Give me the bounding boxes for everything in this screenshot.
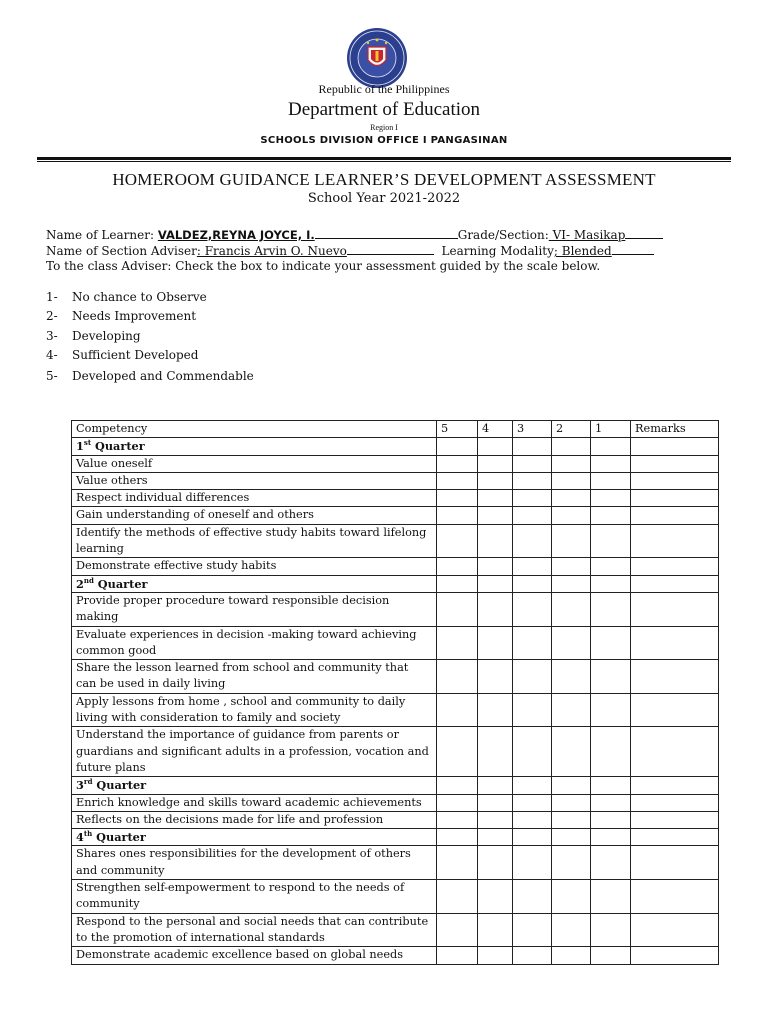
table-header-row xyxy=(72,421,719,438)
department-name: Department of Education xyxy=(287,99,481,120)
rating-checkbox[interactable] xyxy=(437,592,478,626)
learner-underline xyxy=(315,227,458,239)
rating-checkbox[interactable] xyxy=(591,880,631,914)
quarter-row xyxy=(72,829,719,846)
competency-item: Apply lessons from home , school and community to daily living with consideration to family and society xyxy=(72,693,437,727)
rating-cell[interactable] xyxy=(552,438,591,455)
quarter-row xyxy=(72,777,719,794)
rating-checkbox[interactable] xyxy=(437,626,478,660)
remarks-cell[interactable] xyxy=(631,472,719,489)
rating-checkbox[interactable] xyxy=(437,727,478,777)
rating-checkbox[interactable] xyxy=(478,626,513,660)
rating-checkbox[interactable] xyxy=(552,811,591,828)
competency-table xyxy=(71,420,719,965)
remarks-cell[interactable] xyxy=(631,507,719,524)
rating-checkbox[interactable] xyxy=(513,947,552,964)
rating-checkbox[interactable] xyxy=(552,947,591,964)
competency-item: Understand the importance of guidance from parents or guardians and significant adults in a profession, vocation and future plans xyxy=(72,727,437,777)
table-row xyxy=(72,455,719,472)
rating-checkbox[interactable] xyxy=(513,811,552,828)
rating-cell[interactable] xyxy=(437,438,478,455)
rating-checkbox[interactable] xyxy=(591,524,631,558)
scale-item: 2- Needs Improvement xyxy=(46,309,197,323)
rating-checkbox[interactable] xyxy=(513,558,552,575)
rating-checkbox[interactable] xyxy=(591,490,631,507)
remarks-cell[interactable] xyxy=(631,490,719,507)
scale-item: 1- No chance to Observe xyxy=(46,290,207,304)
adviser-label: Name of Section Adviser xyxy=(46,244,197,258)
rating-checkbox[interactable] xyxy=(513,794,552,811)
table-row xyxy=(72,693,719,727)
rating-checkbox[interactable] xyxy=(437,880,478,914)
table-row xyxy=(72,880,719,914)
rating-checkbox[interactable] xyxy=(552,794,591,811)
adviser-line xyxy=(46,243,654,258)
column-header: 5 xyxy=(437,421,478,438)
rating-checkbox[interactable] xyxy=(513,490,552,507)
table-row xyxy=(72,507,719,524)
rating-cell[interactable] xyxy=(552,777,591,794)
rating-checkbox[interactable] xyxy=(513,693,552,727)
rating-checkbox[interactable] xyxy=(591,558,631,575)
rating-checkbox[interactable] xyxy=(513,913,552,947)
table-row xyxy=(72,660,719,694)
quarter-row xyxy=(72,438,719,455)
remarks-cell[interactable] xyxy=(631,575,719,592)
competency-item: Provide proper procedure toward responsible decision making xyxy=(72,592,437,626)
rating-checkbox[interactable] xyxy=(552,592,591,626)
rating-checkbox[interactable] xyxy=(478,507,513,524)
rating-cell[interactable] xyxy=(591,829,631,846)
rating-checkbox[interactable] xyxy=(478,794,513,811)
remarks-cell[interactable] xyxy=(631,846,719,880)
rating-checkbox[interactable] xyxy=(552,880,591,914)
rating-checkbox[interactable] xyxy=(478,524,513,558)
column-header: 2 xyxy=(552,421,591,438)
header-divider xyxy=(37,157,731,160)
rating-checkbox[interactable] xyxy=(552,660,591,694)
adviser-name[interactable]: : Francis Arvin O. Nuevo xyxy=(196,244,347,258)
rating-checkbox[interactable] xyxy=(478,660,513,694)
scale-item: 3- Developing xyxy=(46,329,141,343)
rating-cell[interactable] xyxy=(437,777,478,794)
rating-checkbox[interactable] xyxy=(552,913,591,947)
rating-checkbox[interactable] xyxy=(513,880,552,914)
competency-item: Demonstrate academic excellence based on global needs xyxy=(72,947,437,964)
rating-checkbox[interactable] xyxy=(478,811,513,828)
column-header: Remarks xyxy=(631,421,719,438)
region-label: Region I xyxy=(370,123,398,132)
rating-checkbox[interactable] xyxy=(513,846,552,880)
rating-checkbox[interactable] xyxy=(478,558,513,575)
instruction-text: To the class Adviser: Check the box to indicate your assessment guided by the scale below. xyxy=(46,259,601,273)
scale-item: 4- Sufficient Developed xyxy=(46,348,199,362)
modality-value[interactable]: ; Blended xyxy=(553,244,612,258)
remarks-cell[interactable] xyxy=(631,829,719,846)
table-row xyxy=(72,846,719,880)
rating-checkbox[interactable] xyxy=(552,846,591,880)
rating-checkbox[interactable] xyxy=(591,913,631,947)
rating-checkbox[interactable] xyxy=(552,507,591,524)
column-header: 3 xyxy=(513,421,552,438)
rating-cell[interactable] xyxy=(591,777,631,794)
scale-item: 5- Developed and Commendable xyxy=(46,369,254,383)
rating-checkbox[interactable] xyxy=(513,455,552,472)
rating-checkbox[interactable] xyxy=(552,558,591,575)
learner-line xyxy=(46,227,663,242)
rating-checkbox[interactable] xyxy=(591,455,631,472)
table-row xyxy=(72,524,719,558)
rating-checkbox[interactable] xyxy=(478,592,513,626)
remarks-cell[interactable] xyxy=(631,693,719,727)
column-header: 4 xyxy=(478,421,513,438)
rating-cell[interactable] xyxy=(513,575,552,592)
modality-underline xyxy=(612,243,654,255)
rating-cell[interactable] xyxy=(591,575,631,592)
header-divider-thin xyxy=(37,161,731,162)
remarks-cell[interactable] xyxy=(631,592,719,626)
deped-seal-icon xyxy=(346,27,408,89)
rating-checkbox[interactable] xyxy=(437,524,478,558)
rating-checkbox[interactable] xyxy=(591,660,631,694)
rating-cell[interactable] xyxy=(513,829,552,846)
rating-checkbox[interactable] xyxy=(437,455,478,472)
remarks-cell[interactable] xyxy=(631,880,719,914)
rating-checkbox[interactable] xyxy=(552,455,591,472)
table-row xyxy=(72,811,719,828)
remarks-cell[interactable] xyxy=(631,438,719,455)
quarter-heading: 3rd Quarter xyxy=(72,777,437,794)
rating-checkbox[interactable] xyxy=(591,472,631,489)
rating-checkbox[interactable] xyxy=(437,558,478,575)
grade-underline xyxy=(625,227,663,239)
rating-checkbox[interactable] xyxy=(591,626,631,660)
rating-cell[interactable] xyxy=(513,777,552,794)
remarks-cell[interactable] xyxy=(631,727,719,777)
remarks-cell[interactable] xyxy=(631,811,719,828)
rating-checkbox[interactable] xyxy=(478,846,513,880)
competency-item: Demonstrate effective study habits xyxy=(72,558,437,575)
rating-checkbox[interactable] xyxy=(552,524,591,558)
school-year: School Year 2021-2022 xyxy=(307,191,461,206)
rating-checkbox[interactable] xyxy=(437,660,478,694)
rating-checkbox[interactable] xyxy=(552,693,591,727)
rating-checkbox[interactable] xyxy=(591,811,631,828)
rating-checkbox[interactable] xyxy=(591,507,631,524)
rating-checkbox[interactable] xyxy=(513,524,552,558)
rating-checkbox[interactable] xyxy=(478,913,513,947)
remarks-cell[interactable] xyxy=(631,913,719,947)
rating-checkbox[interactable] xyxy=(552,472,591,489)
rating-cell[interactable] xyxy=(437,829,478,846)
rating-checkbox[interactable] xyxy=(513,660,552,694)
quarter-heading: 2nd Quarter xyxy=(72,575,437,592)
remarks-cell[interactable] xyxy=(631,626,719,660)
competency-item: Respect individual differences xyxy=(72,490,437,507)
competency-item: Respond to the personal and social needs that can contribute to the promotion of international standards xyxy=(72,913,437,947)
rating-checkbox[interactable] xyxy=(437,811,478,828)
rating-checkbox[interactable] xyxy=(591,592,631,626)
modality-label: Learning Modality xyxy=(441,244,554,258)
rating-cell[interactable] xyxy=(478,777,513,794)
competency-item: Strengthen self-empowerment to respond to the needs of community xyxy=(72,880,437,914)
rating-checkbox[interactable] xyxy=(513,592,552,626)
competency-item: Share the lesson learned from school and community that can be used in daily living xyxy=(72,660,437,694)
competency-item: Value oneself xyxy=(72,455,437,472)
rating-cell[interactable] xyxy=(591,438,631,455)
remarks-cell[interactable] xyxy=(631,947,719,964)
competency-item: Gain understanding of oneself and others xyxy=(72,507,437,524)
table-row xyxy=(72,558,719,575)
rating-checkbox[interactable] xyxy=(478,947,513,964)
adviser-underline xyxy=(347,243,434,255)
rating-checkbox[interactable] xyxy=(437,794,478,811)
table-row xyxy=(72,913,719,947)
table-row xyxy=(72,490,719,507)
rating-checkbox[interactable] xyxy=(478,880,513,914)
rating-checkbox[interactable] xyxy=(478,727,513,777)
rating-checkbox[interactable] xyxy=(591,794,631,811)
rating-checkbox[interactable] xyxy=(437,913,478,947)
table-row xyxy=(72,794,719,811)
rating-checkbox[interactable] xyxy=(552,727,591,777)
remarks-cell[interactable] xyxy=(631,524,719,558)
rating-cell[interactable] xyxy=(437,575,478,592)
table-row xyxy=(72,592,719,626)
rating-checkbox[interactable] xyxy=(591,693,631,727)
table-row xyxy=(72,947,719,964)
column-header: 1 xyxy=(591,421,631,438)
rating-checkbox[interactable] xyxy=(591,947,631,964)
rating-checkbox[interactable] xyxy=(437,846,478,880)
rating-checkbox[interactable] xyxy=(513,472,552,489)
remarks-cell[interactable] xyxy=(631,777,719,794)
rating-cell[interactable] xyxy=(478,829,513,846)
remarks-cell[interactable] xyxy=(631,455,719,472)
rating-checkbox[interactable] xyxy=(552,626,591,660)
rating-cell[interactable] xyxy=(552,829,591,846)
rating-checkbox[interactable] xyxy=(478,490,513,507)
rating-checkbox[interactable] xyxy=(552,490,591,507)
rating-checkbox[interactable] xyxy=(478,472,513,489)
remarks-cell[interactable] xyxy=(631,660,719,694)
rating-checkbox[interactable] xyxy=(591,727,631,777)
learner-label: Name of Learner: xyxy=(46,228,158,242)
competency-item: Value others xyxy=(72,472,437,489)
document-title: HOMEROOM GUIDANCE LEARNER’S DEVELOPMENT ASSESSMENT xyxy=(112,170,656,189)
competency-item: Identify the methods of effective study habits toward lifelong learning xyxy=(72,524,437,558)
rating-cell[interactable] xyxy=(478,438,513,455)
rating-checkbox[interactable] xyxy=(437,947,478,964)
competency-item: Evaluate experiences in decision -making toward achieving common good xyxy=(72,626,437,660)
competency-item: Enrich knowledge and skills toward academic achievements xyxy=(72,794,437,811)
quarter-heading: 1st Quarter xyxy=(72,438,437,455)
division-office: SCHOOLS DIVISION OFFICE I PANGASINAN xyxy=(260,135,508,146)
rating-checkbox[interactable] xyxy=(437,490,478,507)
rating-checkbox[interactable] xyxy=(437,507,478,524)
learner-name[interactable]: VALDEZ,REYNA JOYCE, I. xyxy=(157,228,315,242)
rating-cell[interactable] xyxy=(552,575,591,592)
rating-cell[interactable] xyxy=(478,575,513,592)
competency-item: Shares ones responsibilities for the development of others and community xyxy=(72,846,437,880)
rating-checkbox[interactable] xyxy=(513,626,552,660)
quarter-heading: 4th Quarter xyxy=(72,829,437,846)
competency-item: Reflects on the decisions made for life and profession xyxy=(72,811,437,828)
table-row xyxy=(72,626,719,660)
rating-checkbox[interactable] xyxy=(513,727,552,777)
grade-label: Grade/Section: xyxy=(457,228,549,242)
rating-checkbox[interactable] xyxy=(437,693,478,727)
table-row xyxy=(72,472,719,489)
rating-checkbox[interactable] xyxy=(591,846,631,880)
rating-checkbox[interactable] xyxy=(478,455,513,472)
remarks-cell[interactable] xyxy=(631,794,719,811)
grade-section-value[interactable]: VI- Masikap xyxy=(548,228,626,242)
rating-checkbox[interactable] xyxy=(478,693,513,727)
rating-cell[interactable] xyxy=(513,438,552,455)
table-row xyxy=(72,727,719,777)
column-header: Competency xyxy=(72,421,437,438)
country-name: Republic of the Philippines xyxy=(318,82,450,96)
rating-checkbox[interactable] xyxy=(437,472,478,489)
quarter-row xyxy=(72,575,719,592)
rating-checkbox[interactable] xyxy=(513,507,552,524)
remarks-cell[interactable] xyxy=(631,558,719,575)
